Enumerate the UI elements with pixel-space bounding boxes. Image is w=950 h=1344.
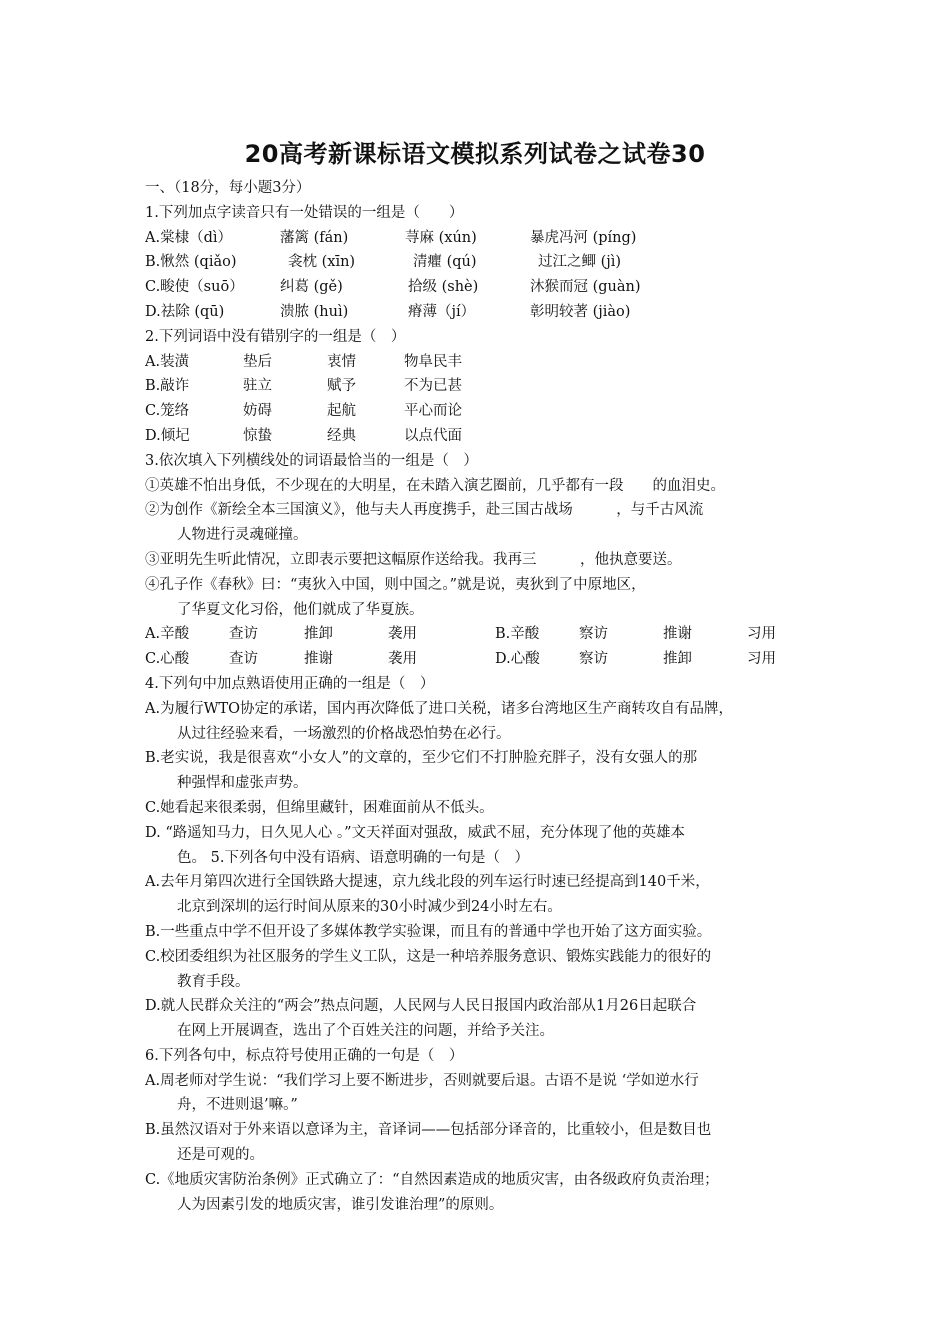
option-b-word-2: 驻立 — [243, 378, 272, 395]
option-d-word-2: 察访 — [579, 651, 608, 668]
question-5-option-c: C.校团委组织为社区服务的学生义工队，这是一种培养服务意识、锻炼实践能力的很好的 — [145, 948, 712, 965]
question-6-stem: 6.下列各句中，标点符号使用正确的一句是（ ） — [145, 1047, 464, 1064]
option-d-word-1: D.倾圮 — [145, 427, 190, 444]
question-4-option-a: A.为履行WTO协定的承诺，国内再次降低了进口关税，诸多台湾地区生产商转攻自有品牌， — [145, 700, 734, 717]
question-5-option-c-cont: 教育手段。 — [177, 973, 250, 990]
option-a-word-1: A.辛酸 — [145, 626, 190, 643]
question-1-options — [145, 226, 815, 325]
question-6-option-c-cont: 人为因素引发的地质灾害，谁引发谁治理”的原则。 — [177, 1196, 504, 1213]
question-3-sentence-4-cont: 了华夏文化习俗，他们就成了华夏族。 — [177, 601, 424, 618]
option-d-word-2: 惊蛰 — [243, 427, 272, 444]
option-a-word-4: 袭用 — [388, 626, 417, 643]
option-c-word-4: 袭用 — [388, 651, 417, 668]
option-b-word-3: 清癯 (qú) — [413, 254, 477, 271]
question-5-option-d-cont: 在网上开展调查，选出了个百姓关注的问题，并给予关注。 — [177, 1023, 554, 1040]
option-row — [145, 300, 815, 325]
option-row — [145, 275, 815, 300]
option-d-word-2: 溃脓 (huì) — [280, 303, 349, 320]
question-3-sentence-3: ③亚明先生听此情况，立即表示要把这幅原作送给我。我再三 ，他执意要送。 — [145, 551, 682, 568]
section-header: 一、（18分，每小题3分） — [145, 180, 311, 196]
question-2-options — [145, 350, 815, 449]
option-row — [145, 622, 815, 647]
option-d-word-4: 以点代面 — [404, 427, 462, 444]
option-c-word-4: 平心而论 — [404, 403, 462, 420]
question-3-options — [145, 622, 815, 672]
option-d-word-3: 推卸 — [663, 651, 692, 668]
option-c-word-3: 起航 — [327, 403, 356, 420]
option-b-word-2: 察访 — [579, 626, 608, 643]
question-4-option-b-cont: 种强悍和虚张声势。 — [177, 775, 308, 792]
option-row — [145, 226, 815, 251]
option-row — [145, 399, 815, 424]
option-a-word-4: 暴虎冯河 (píng) — [530, 229, 637, 246]
option-c-word-3: 推谢 — [304, 651, 333, 668]
option-b-word-1: B.辛酸 — [495, 626, 540, 643]
option-d-word-3: 瘠薄（jí） — [408, 303, 476, 320]
question-4-stem: 4.下列句中加点熟语使用正确的一组是（ ） — [145, 675, 435, 692]
option-c-word-2: 纠葛 (gě) — [280, 279, 343, 296]
question-6-option-c: C.《地质灾害防治条例》正式确立了：“自然因素造成的地质灾害，由各级政府负责治理； — [145, 1171, 719, 1188]
option-c-word-1: C.笼络 — [145, 403, 190, 420]
question-4-option-d: D. “路遥知马力，日久见人心 。”文天祥面对强敌，威武不屈，充分体现了他的英雄本 — [145, 824, 686, 841]
question-5-option-a: A.去年月第四次进行全国铁路大提速，京九线北段的列车运行时速已经提高到140千米， — [145, 874, 710, 891]
option-a-word-2: 垫后 — [243, 353, 272, 370]
option-c-word-3: 拾级 (shè) — [408, 279, 479, 296]
option-b-word-4: 过江之鲫 (jì) — [538, 254, 622, 271]
option-b-word-3: 赋予 — [327, 378, 356, 395]
option-b-word-4: 不为已甚 — [404, 378, 462, 395]
option-b-word-1: B.敲诈 — [145, 378, 190, 395]
question-3-sentence-1: ①英雄不怕出身低，不少现在的大明星，在未踏入演艺圈前，几乎都有一段 的血泪史。 — [145, 477, 725, 494]
question-5-option-d: D.就人民群众关注的“两会”热点问题，人民网与人民日报国内政治部从1月26日起联合 — [145, 998, 697, 1015]
question-3-sentence-4: ④孔子作《春秋》曰：“夷狄入中国，则中国之。”就是说，夷狄到了中原地区， — [145, 576, 646, 593]
option-d-word-4: 彰明较著 (jiào) — [530, 303, 631, 320]
option-a-word-3: 推卸 — [304, 626, 333, 643]
question-6-option-b-cont: 还是可观的。 — [177, 1147, 264, 1164]
option-a-word-2: 查访 — [229, 626, 258, 643]
question-5-option-a-cont: 北京到深圳的运行时间从原来的30小时减少到24小时左右。 — [177, 899, 562, 916]
option-a-word-4: 物阜民丰 — [404, 353, 462, 370]
option-row — [145, 250, 815, 275]
question-4-option-a-cont: 从过往经验来看，一场激烈的价格战恐怕势在必行。 — [177, 725, 511, 742]
option-row — [145, 647, 815, 672]
option-d-word-1: D.心酸 — [495, 651, 540, 668]
option-b-word-1: B.愀然 (qiǎo) — [145, 254, 237, 271]
option-a-word-1: A.装潢 — [145, 353, 190, 370]
option-c-word-1: C.畯使（suō） — [145, 279, 244, 296]
option-row — [145, 424, 815, 449]
question-3-sentence-2-cont: 人物进行灵魂碰撞。 — [177, 527, 308, 544]
question-3-stem: 3.依次填入下列横线处的词语最恰当的一组是（ ） — [145, 452, 478, 469]
option-a-word-3: 荨麻 (xún) — [405, 229, 477, 246]
question-6-option-b: B.虽然汉语对于外来语以意译为主，音译词——包括部分译音的，比重较小，但是数目也 — [145, 1122, 712, 1139]
option-a-word-2: 藩篱 (fán) — [280, 229, 349, 246]
page-title: 20高考新课标语文模拟系列试卷之试卷30 — [244, 140, 706, 168]
question-1-stem: 1.下列加点字读音只有一处错误的一组是（ ） — [145, 204, 464, 221]
question-5-option-b: B.一些重点中学不但开设了多媒体教学实验课，而且有的普通中学也开始了这方面实验。 — [145, 923, 712, 940]
option-b-word-2: 衾枕 (xīn) — [288, 254, 356, 271]
question-6-option-a: A.周老师对学生说：“我们学习上要不断进步，否则就要后退。古语不是说 ‘学如逆水行 — [145, 1072, 699, 1089]
option-row — [145, 374, 815, 399]
option-c-word-2: 查访 — [229, 651, 258, 668]
exam-content — [145, 176, 815, 1217]
option-b-word-3: 推谢 — [663, 626, 692, 643]
question-4-option-d-cont: 色。 5.下列各句中没有语病、语意明确的一句是（ ） — [177, 849, 529, 866]
question-4-option-c: C.她看起来很柔弱，但绵里藏针，困难面前从不低头。 — [145, 799, 494, 816]
option-b-word-4: 习用 — [747, 626, 776, 643]
question-2-stem: 2.下列词语中没有错别字的一组是（ ） — [145, 328, 406, 345]
question-4-option-b: B.老实说，我是很喜欢“小女人”的文章的，至少它们不打肿脸充胖子，没有女强人的那 — [145, 750, 698, 767]
option-d-word-4: 习用 — [747, 651, 776, 668]
option-d-word-1: D.祛除 (qū) — [145, 303, 225, 320]
option-row — [145, 350, 815, 375]
question-6-option-a-cont: 舟，不进则退’嘛。” — [177, 1097, 298, 1114]
option-c-word-2: 妨碍 — [243, 403, 272, 420]
option-d-word-3: 经典 — [327, 427, 356, 444]
option-a-word-3: 衷情 — [327, 353, 356, 370]
option-c-word-4: 沐猴而冠 (guàn) — [530, 279, 641, 296]
option-a-word-1: A.棠棣（dì） — [145, 229, 232, 246]
question-3-sentence-2: ②为创作《新绘全本三国演义》，他与夫人再度携手，赴三国古战场 ，与千古风流 — [145, 502, 704, 519]
option-c-word-1: C.心酸 — [145, 651, 190, 668]
